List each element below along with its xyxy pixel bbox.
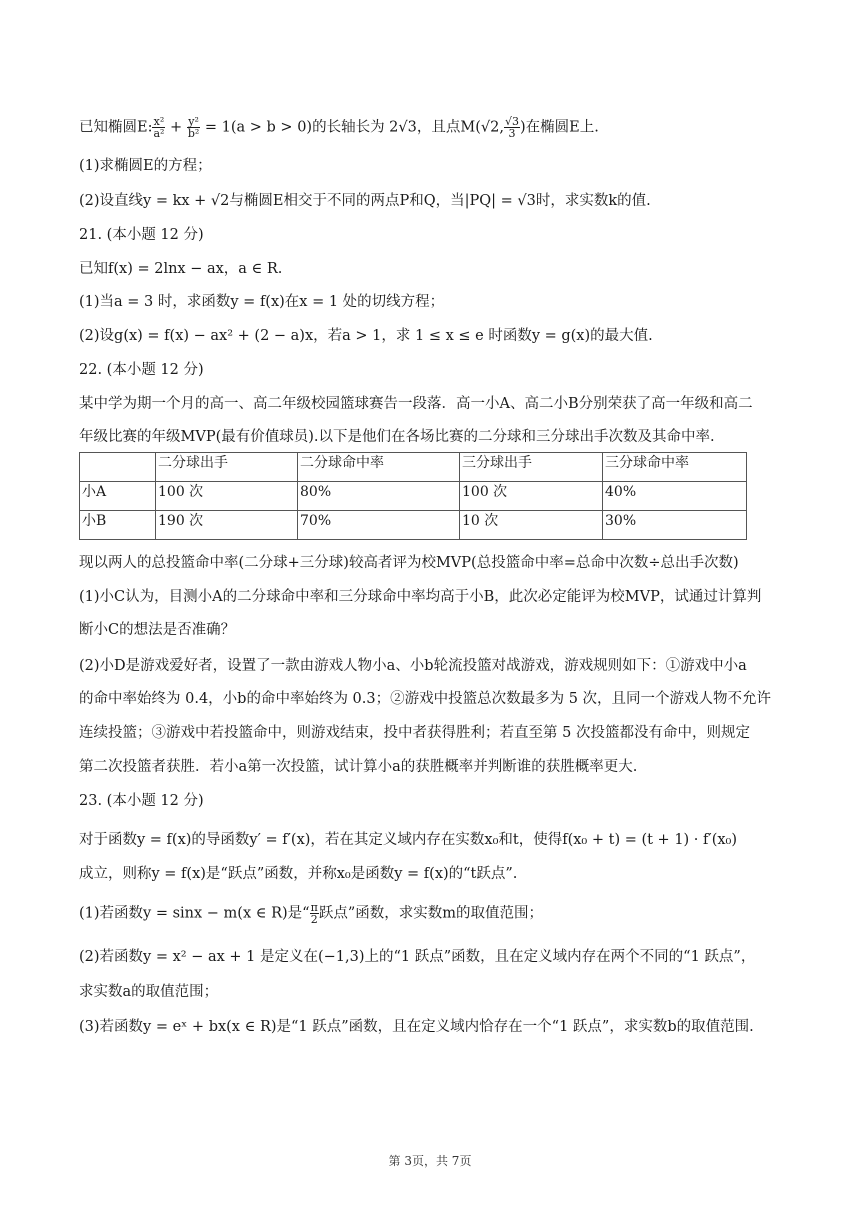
table-cell: 小B bbox=[80, 511, 156, 540]
table-cell: 10 次 bbox=[460, 511, 603, 540]
q23-part1: (1)若函数y = sinx − m(x ∈ R)是“ $\frac{\pi}{2}$ 跃点”函数，求实数m的取值范围； bbox=[79, 901, 543, 926]
q22-part2-line4: 第二次投篮者获胜．若小a第一次投篮，试计算小a的获胜概率并判断谁的获胜概率更大. bbox=[79, 759, 638, 775]
table-cell: 100 次 bbox=[156, 482, 298, 511]
q23-header: 23. (本小题 12 分) bbox=[79, 793, 204, 809]
page-footer: 第 3页，共 7页 bbox=[388, 1154, 472, 1168]
table-cell: 190 次 bbox=[156, 511, 298, 540]
q21-part1: (1)当a = 3 时，求函数y = f(x)在x = 1 处的切线方程； bbox=[79, 294, 445, 310]
q22-stem-line2: 年级比赛的年级MVP(最有价值球员).以下是他们在各场比赛的二分球和三分球出手次数及其命中率. bbox=[79, 429, 715, 445]
fraction-root3-3: $\frac{√3}{3}$ bbox=[504, 115, 519, 140]
table-header-cell: 二分球出手 bbox=[156, 453, 298, 482]
q23-part2-line2: 求实数a的取值范围； bbox=[79, 984, 219, 1000]
q22-part1-line1: (1)小C认为，目测小A的二分球命中率和三分球命中率均高于小B，此次必定能评为校MVP，试通过计算判 bbox=[79, 589, 762, 605]
q22-header: 22. (本小题 12 分) bbox=[79, 362, 204, 378]
table-cell: 40% bbox=[603, 482, 747, 511]
table-row bbox=[80, 482, 747, 511]
q22-stem-line1: 某中学为期一个月的高一、高二年级校园篮球赛告一段落．高一小A、高二小B分别荣获了高一年级和高二 bbox=[79, 396, 753, 412]
q22-part2-line2: 的命中率始终为 0.4，小b的命中率始终为 0.3；②游戏中投篮总次数最多为 5 次，且同一个游戏人物不允许 bbox=[79, 691, 772, 707]
table-header-cell: 三分球命中率 bbox=[603, 453, 747, 482]
table-cell: 100 次 bbox=[460, 482, 603, 511]
q22-part1-line2: 断小C的想法是否准确？ bbox=[79, 622, 236, 638]
fraction-x2-a2: $\frac{\text{x²}}{\text{a²}}$ bbox=[153, 115, 165, 140]
q20-stem: 已知椭圆E: $\frac{\text{x²}}{\text{a²}}$ + $\frac{\text{y²}}{\text{b²}}$ = 1(a > b > 0)的长轴长为 2√3，且点M(√2, $\frac{√3}{3}$ )在椭圆E上. bbox=[79, 115, 599, 140]
q20-part1: (1)求椭圆E的方程； bbox=[79, 158, 212, 174]
table-cell: 小A bbox=[80, 482, 156, 511]
table-header-cell bbox=[80, 453, 156, 482]
q22-rule: 现以两人的总投篮命中率(二分球+三分球)较高者评为校MVP(总投篮命中率=总命中次数÷总出手次数) bbox=[79, 555, 739, 571]
q23-part3: (3)若函数y = eˣ + bx(x ∈ R)是“1 跃点”函数，且在定义域内恰存在一个“1 跃点”，求实数b的取值范围. bbox=[79, 1019, 754, 1035]
table-header-cell: 二分球命中率 bbox=[298, 453, 460, 482]
table-header-row bbox=[80, 453, 747, 482]
q22-part2-line1: (2)小D是游戏爱好者，设置了一款由游戏人物小a、小b轮流投篮对战游戏，游戏规则如下：①游戏中小a bbox=[79, 658, 747, 674]
q21-header: 21. (本小题 12 分) bbox=[79, 227, 204, 243]
fraction-y2-b2: $\frac{\text{y²}}{\text{b²}}$ bbox=[187, 115, 200, 140]
table-cell: 70% bbox=[298, 511, 460, 540]
q21-stem: 已知f(x) = 2lnx − ax，a ∈ R. bbox=[79, 261, 283, 277]
table-row bbox=[80, 511, 747, 540]
fraction-pi-2: $\frac{\pi}{2}$ bbox=[310, 901, 318, 926]
q23-stem-line1: 对于函数y = f(x)的导函数y′ = f′(x)，若在其定义域内存在实数x₀和t，使得f(x₀ + t) = (t + 1) · f′(x₀) bbox=[79, 832, 737, 848]
q22-part2-line3: 连续投篮；③游戏中若投篮命中，则游戏结束，投中者获得胜利；若直至第 5 次投篮都没有命中，则规定 bbox=[79, 725, 750, 741]
table-cell: 30% bbox=[603, 511, 747, 540]
q23-part2-line1: (2)若函数y = x² − ax + 1 是定义在(−1,3)上的“1 跃点”函数，且在定义域内存在两个不同的“1 跃点”， bbox=[79, 949, 756, 965]
table-cell: 80% bbox=[298, 482, 460, 511]
q20-part2: (2)设直线y = kx + √2与椭圆E相交于不同的两点P和Q，当|PQ| = √3时，求实数k的值. bbox=[79, 193, 651, 209]
table-header-cell: 三分球出手 bbox=[460, 453, 603, 482]
q21-part2: (2)设g(x) = f(x) − ax² + (2 − a)x，若a > 1，求 1 ≤ x ≤ e 时函数y = g(x)的最大值. bbox=[79, 328, 653, 344]
shooting-stats-table bbox=[79, 452, 747, 540]
q23-stem-line2: 成立，则称y = f(x)是“跃点”函数，并称x₀是函数y = f(x)的“t跃点”. bbox=[79, 866, 518, 882]
